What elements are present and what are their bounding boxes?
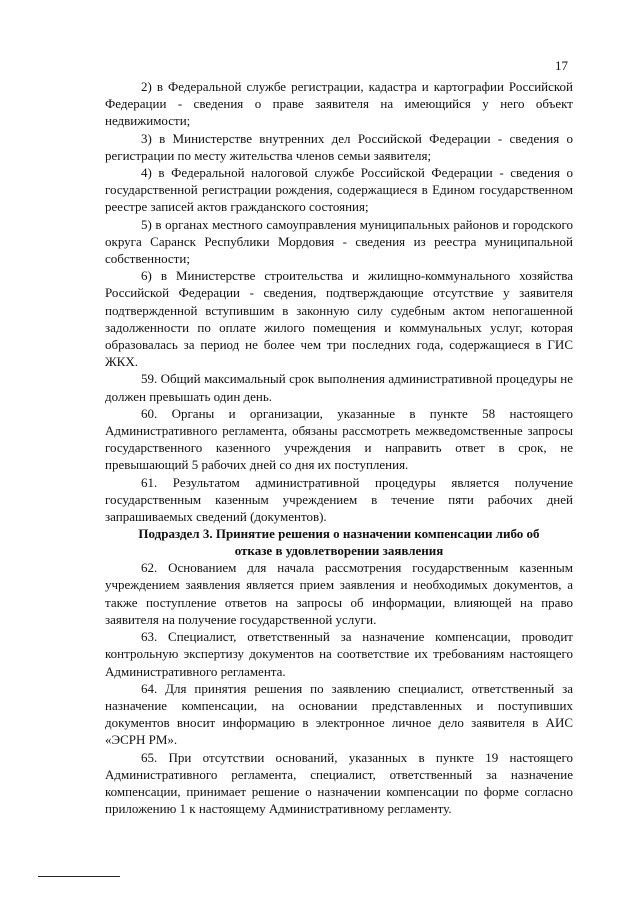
paragraph-item-6: 6) в Министерстве строительства и жилищно-коммунального хозяйства Российской Федерации - сведения, подтверждающие отсутствие у заявителя подтвержденной вступившим в законную силу судебным актом непогашенной задолженности по оплате жилого помещения и коммунальных услуг, которая образовалась за период не более чем три последних года, содержащиеся в ГИС ЖКХ.	[105, 268, 573, 370]
paragraph-62: 62. Основанием для начала рассмотрения государственным казенным учреждением заявления является прием заявления и необходимых документов, а также поступление ответов на запросы об информации, влияющей на право заявителя на получение государственной услуги.	[105, 560, 573, 627]
paragraph-item-2: 2) в Федеральной службе регистрации, кадастра и картографии Российской Федерации - сведения о праве заявителя на имеющийся у него объект недвижимости;	[105, 79, 573, 129]
paragraph-63: 63. Специалист, ответственный за назначение компенсации, проводит контрольную экспертизу документов на соответствие их требованиям настоящего Административного регламента.	[105, 629, 573, 679]
document-body	[105, 78, 573, 817]
section-heading: Подраздел 3. Принятие решения о назначении компенсации либо об отказе в удовлетворении заявления	[138, 526, 540, 559]
paragraph-59: 59. Общий максимальный срок выполнения административной процедуры не должен превышать один день.	[105, 371, 573, 404]
paragraph-item-3: 3) в Министерстве внутренних дел Российской Федерации - сведения о регистрации по месту жительства членов семьи заявителя;	[105, 130, 573, 163]
paragraph-65: 65. При отсутствии оснований, указанных в пункте 19 настоящего Административного регламента, специалист, ответственный за назначение компенсации, принимает решение о назначении компенсации по форме согласно приложению 1 к настоящему Административному регламенту.	[105, 749, 573, 817]
paragraph-item-4: 4) в Федеральной налоговой службе Российской Федерации - сведения о государственной регистрации рождения, содержащиеся в Едином государственном реестре записей актов гражданского состояния;	[105, 165, 573, 215]
paragraph-item-5: 5) в органах местного самоуправления муниципальных районов и городского округа Саранск Республики Мордовия - сведения из реестра муниципальной собственности;	[105, 216, 573, 267]
paragraph-60: 60. Органы и организации, указанные в пункте 58 настоящего Административного регламента, обязаны рассмотреть межведомственные запросы государственного казенного учреждения и направить ответ в срок, не превышающий 5 рабочих дней со дня их поступления.	[105, 405, 573, 473]
footnote-separator	[38, 876, 120, 877]
page-number: 17	[555, 58, 568, 73]
paragraph-64: 64. Для принятия решения по заявлению специалист, ответственный за назначение компенсации, на основании представленных и поступивших документов вносит информацию в электронное личное дело заявителя в АИС «ЭСРН РМ».	[105, 680, 573, 748]
paragraph-61: 61. Результатом административной процедуры является получение государственным казенным учреждением в течение пяти рабочих дней запрашиваемых сведений (документов).	[105, 474, 573, 525]
